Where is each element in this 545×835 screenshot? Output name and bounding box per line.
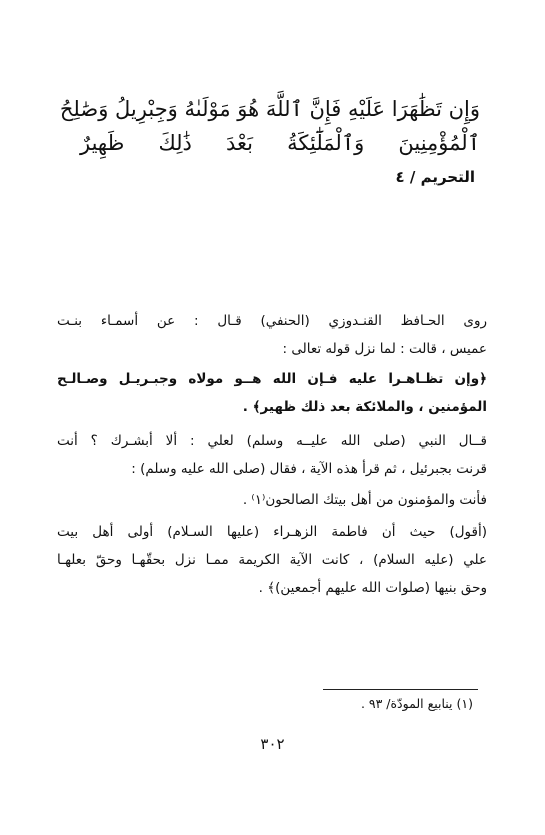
footnote-divider: [323, 689, 478, 690]
text-line: وحق بنيها (صلوات الله عليهم أجمعين)﴾ .: [258, 580, 487, 596]
text-line: علي (عليه السلام) ، كانت الآية الكريمة ممـا نزل بحقّهـا وحقّ بعلهـا: [57, 552, 487, 568]
text-line: قــال النبي (صلى الله عليــه وسلم) لعلي : ألا أبشـرك ؟ أنت: [57, 433, 487, 449]
paragraph-saying-continued: [57, 486, 487, 514]
verse-reference: التحريم / ٤: [395, 168, 475, 186]
paragraph-author-comment: [57, 518, 487, 602]
paragraph-quoted-verse: [57, 365, 487, 421]
text-line: (أقول) حيث أن فاطمة الزهـراء (عليها السـلام) أولى أهل بيت: [57, 524, 487, 540]
text-line: روى الحـافظ القنـدوزي (الحنفي) قـال : عن أسمـاء بنـت: [57, 313, 487, 329]
paragraph-narration: [57, 307, 487, 363]
text-line: قرنت بجبرئيل ، ثم قرأ هذه الآية ، فقال (صلى الله عليه وسلم) :: [131, 461, 487, 477]
page-number: ٣٠٢: [260, 735, 285, 753]
text-line: فأنت والمؤمنون من أهل بيتك الصالحون⁽١⁾ .: [242, 492, 487, 508]
verse-line-1: وَإِن تَظَٰهَرَا عَلَيْهِ فَإِنَّ ٱللَّهَ هُوَ مَوْلَىٰهُ وَجِبْرِيلُ وَصَٰلِحُ: [59, 97, 480, 121]
paragraph-prophet-saying: [57, 427, 487, 483]
verse-line-2: ٱلْمُؤْمِنِينَ وَٱلْمَلَٰٓئِكَةُ بَعْدَ ذَٰلِكَ ظَهِيرٌ: [80, 131, 480, 155]
text-line: المؤمنين ، والملائكة بعد ذلك ظهير﴾ .: [242, 399, 487, 415]
footnote: (١) ينابيع المودّة/ ٩٣ .: [360, 696, 473, 711]
text-line: ﴿وإن تظـاهـرا عليه فـإن الله هــو مولاه وجبـريـل وصـالـح: [57, 371, 487, 387]
text-line: عميس ، قالت : لما نزل قوله تعالى :: [282, 341, 487, 357]
quran-verse: [59, 92, 480, 160]
